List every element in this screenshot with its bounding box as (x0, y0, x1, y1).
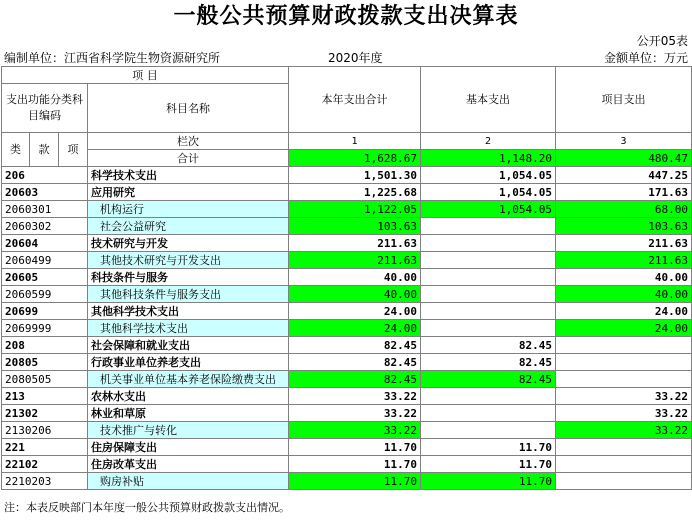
row-c1[interactable]: 82.45 (289, 371, 421, 388)
row-c1[interactable]: 1,122.05 (289, 201, 421, 218)
row-code: 221 (2, 439, 88, 456)
row-name: 社会公益研究 (88, 218, 289, 235)
row-code: 2060301 (2, 201, 88, 218)
row-c3: 211.63 (556, 235, 692, 252)
row-code: 22102 (2, 456, 88, 473)
kuan-header: 款 (30, 133, 59, 167)
row-c3[interactable]: 211.63 (556, 252, 692, 269)
table-row (2, 456, 692, 473)
table-row (2, 167, 692, 184)
row-c2[interactable]: 11.70 (421, 473, 556, 490)
table-row (2, 235, 692, 252)
col3-number: 3 (556, 133, 692, 150)
table-row (2, 286, 692, 303)
row-c2: 11.70 (421, 439, 556, 456)
year-label: 2020年度 (328, 51, 383, 65)
row-c3[interactable]: 103.63 (556, 218, 692, 235)
row-name: 其他科学技术支出 (88, 303, 289, 320)
row-c3: 447.25 (556, 167, 692, 184)
row-code: 213 (2, 388, 88, 405)
total-col1[interactable]: 1,628.67 (289, 150, 421, 167)
table-row (2, 184, 692, 201)
org-label: 编制单位：江西省科学院生物资源研究所 (4, 51, 221, 65)
row-c2 (421, 286, 556, 303)
row-c3 (556, 371, 692, 388)
row-c2 (421, 388, 556, 405)
table-row (2, 371, 692, 388)
row-c1[interactable]: 24.00 (289, 320, 421, 337)
row-c1: 24.00 (289, 303, 421, 320)
form-number: 公开05表 (636, 34, 688, 48)
row-code: 20805 (2, 354, 88, 371)
total-col2[interactable]: 1,148.20 (421, 150, 556, 167)
row-name: 行政事业单位养老支出 (88, 354, 289, 371)
table-row (2, 473, 692, 490)
row-name: 科学技术支出 (88, 167, 289, 184)
col2-header: 基本支出 (421, 67, 556, 133)
unit-label: 金额单位：万元 (603, 51, 688, 65)
lanci-header: 栏次 (88, 133, 289, 150)
row-c2 (421, 320, 556, 337)
row-code: 2060499 (2, 252, 88, 269)
row-code: 2060302 (2, 218, 88, 235)
row-c2: 82.45 (421, 354, 556, 371)
row-code: 20699 (2, 303, 88, 320)
row-c3: 40.00 (556, 269, 692, 286)
row-name: 农林水支出 (88, 388, 289, 405)
table-row (2, 303, 692, 320)
row-c2 (421, 235, 556, 252)
row-c1: 82.45 (289, 354, 421, 371)
row-c3[interactable]: 33.22 (556, 422, 692, 439)
row-c3: 171.63 (556, 184, 692, 201)
row-c1[interactable]: 40.00 (289, 286, 421, 303)
row-code: 20604 (2, 235, 88, 252)
row-c3 (556, 354, 692, 371)
row-name: 住房改革支出 (88, 456, 289, 473)
row-code: 2130206 (2, 422, 88, 439)
total-col3[interactable]: 480.47 (556, 150, 692, 167)
row-c3 (556, 337, 692, 354)
row-name: 科技条件与服务 (88, 269, 289, 286)
table-row (2, 405, 692, 422)
row-name: 机构运行 (88, 201, 289, 218)
row-c3: 24.00 (556, 303, 692, 320)
code-header: 支出功能分类科目编码 (2, 84, 88, 133)
row-name: 住房保障支出 (88, 439, 289, 456)
expenditure-table (1, 66, 692, 490)
col1-number: 1 (289, 133, 421, 150)
row-name: 机关事业单位基本养老保险缴费支出 (88, 371, 289, 388)
row-c2 (421, 269, 556, 286)
row-c3: 33.22 (556, 388, 692, 405)
row-c3[interactable]: 24.00 (556, 320, 692, 337)
table-row (2, 320, 692, 337)
row-c2: 82.45 (421, 337, 556, 354)
row-c3 (556, 439, 692, 456)
row-c2 (421, 422, 556, 439)
col3-header: 项目支出 (556, 67, 692, 133)
name-header: 科目名称 (88, 84, 289, 133)
row-c2 (421, 218, 556, 235)
table-row (2, 422, 692, 439)
row-name: 技术推广与转化 (88, 422, 289, 439)
col1-header: 本年支出合计 (289, 67, 421, 133)
page-title: 一般公共预算财政拨款支出决算表 (173, 4, 519, 29)
row-c1: 33.22 (289, 405, 421, 422)
row-c1[interactable]: 11.70 (289, 473, 421, 490)
row-c1[interactable]: 211.63 (289, 252, 421, 269)
row-c3: 33.22 (556, 405, 692, 422)
row-c2: 1,054.05 (421, 184, 556, 201)
row-name: 应用研究 (88, 184, 289, 201)
row-c2: 1,054.05 (421, 167, 556, 184)
row-c3 (556, 456, 692, 473)
xiang-header: 项 (59, 133, 88, 167)
row-code: 2069999 (2, 320, 88, 337)
row-c1: 33.22 (289, 388, 421, 405)
row-c3[interactable]: 68.00 (556, 201, 692, 218)
row-c1[interactable]: 33.22 (289, 422, 421, 439)
row-name: 林业和草原 (88, 405, 289, 422)
row-c1: 211.63 (289, 235, 421, 252)
row-name: 技术研究与开发 (88, 235, 289, 252)
footnote: 注：本表反映部门本年度一般公共预算财政拨款支出情况。 (4, 501, 290, 514)
row-name: 社会保障和就业支出 (88, 337, 289, 354)
row-c2[interactable]: 1,054.05 (421, 201, 556, 218)
row-name: 其他科学技术支出 (88, 320, 289, 337)
row-code: 2080505 (2, 371, 88, 388)
table-row (2, 269, 692, 286)
total-label: 合计 (88, 150, 289, 167)
row-c3[interactable]: 40.00 (556, 286, 692, 303)
row-c1: 1,225.68 (289, 184, 421, 201)
row-name: 其他技术研究与开发支出 (88, 252, 289, 269)
row-c1: 1,501.30 (289, 167, 421, 184)
col2-number: 2 (421, 133, 556, 150)
table-row (2, 218, 692, 235)
table-row (2, 439, 692, 456)
item-header: 项 目 (2, 67, 289, 84)
table-row (2, 354, 692, 371)
row-code: 20605 (2, 269, 88, 286)
table-row (2, 337, 692, 354)
row-name: 其他科技条件与服务支出 (88, 286, 289, 303)
row-name: 购房补贴 (88, 473, 289, 490)
row-c3 (556, 473, 692, 490)
row-c2: 11.70 (421, 456, 556, 473)
row-code: 2060599 (2, 286, 88, 303)
row-c2 (421, 405, 556, 422)
row-c2 (421, 303, 556, 320)
row-c1[interactable]: 103.63 (289, 218, 421, 235)
row-c2[interactable]: 82.45 (421, 371, 556, 388)
table-row (2, 252, 692, 269)
row-c2 (421, 252, 556, 269)
row-c1: 11.70 (289, 456, 421, 473)
row-code: 206 (2, 167, 88, 184)
lei-header: 类 (2, 133, 30, 167)
row-c1: 82.45 (289, 337, 421, 354)
row-code: 2210203 (2, 473, 88, 490)
table-row (2, 201, 692, 218)
row-code: 208 (2, 337, 88, 354)
row-code: 20603 (2, 184, 88, 201)
row-code: 21302 (2, 405, 88, 422)
row-c1: 11.70 (289, 439, 421, 456)
table-row (2, 388, 692, 405)
row-c1: 40.00 (289, 269, 421, 286)
